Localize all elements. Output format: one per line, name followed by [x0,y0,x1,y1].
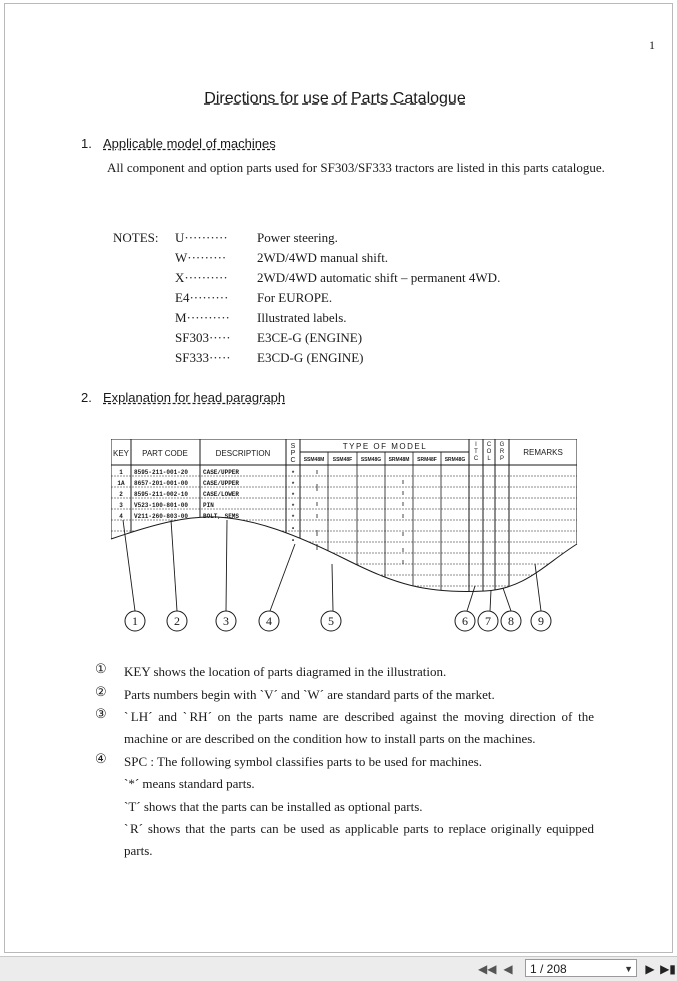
header-description: DESCRIPTION [215,449,271,458]
row-desc: PIN [203,502,214,509]
row-spc: * [291,492,295,499]
row-desc: CASE/UPPER [203,480,240,487]
section-2-title: Explanation for head paragraph [103,390,286,405]
note-desc: 2WD/4WD manual shift. [257,250,389,265]
section-2-number: 2. [81,390,92,405]
chevron-down-icon: ▼ [624,964,633,974]
model-col: SRM48G [444,457,466,463]
note-desc: Illustrated labels. [257,310,347,325]
callout-label: 3 [223,614,229,628]
explanation-marker: ③ [95,706,107,721]
page-selector[interactable] [525,959,637,977]
explanation-marker: ④ [95,751,107,766]
row-spc: * [291,514,295,521]
svg-text:L: L [487,456,491,462]
torn-edge [111,517,577,592]
header-col [487,442,492,462]
svg-text:•: • [291,538,295,544]
callout-label: 4 [266,614,272,628]
header-itc [474,442,479,462]
callout-label: 8 [508,614,514,628]
row-key: 4 [119,513,123,520]
svg-text:•: • [291,526,295,532]
header-grp [500,442,505,462]
svg-text:T: T [474,449,478,455]
section-1-title: Applicable model of machines [103,136,276,151]
row-code: 8595-211-001-20 [134,469,189,476]
next-page-button[interactable]: ▶ [645,962,655,976]
explanation-marker: ① [95,661,107,676]
callout-label: 9 [538,614,544,628]
svg-text:C: C [290,457,296,464]
note-code: SF303····· [175,330,231,345]
notes-label: NOTES: [113,230,159,245]
svg-text:C: C [486,442,492,448]
section-1-body: All component and option parts used for SF303/SF333 tractors are listed in this parts catalogue. [107,160,605,175]
document-page [4,3,673,953]
row-desc: BOLT, SEMS [203,513,240,520]
model-col: SSM48G [360,457,382,463]
model-col: SSM48F [332,457,353,463]
explanation-text: ˋR´ shows that the parts can be used as applicable parts to replace originally equipped parts. [124,821,594,858]
row-spc: * [291,503,295,510]
row-key: 3 [119,502,123,509]
explanation-text: KEY shows the location of parts diagramed in the illustration. [124,664,447,679]
model-col: SSM48M [303,457,325,463]
svg-text:O: O [486,449,492,455]
model-col: SRM48F [417,457,437,463]
callout-label: 7 [485,614,491,628]
svg-text:S: S [290,443,296,450]
svg-text:P: P [290,450,296,457]
first-page-button[interactable]: ◀◀ [478,962,497,976]
callout-label: 2 [174,614,180,628]
svg-text:R: R [499,449,505,455]
header-remarks: REMARKS [523,448,563,457]
explanation-marker: ② [95,684,107,699]
svg-text:C: C [473,456,479,462]
row-code: V211-260-803-00 [134,513,189,520]
head-paragraph-diagram [5,4,674,644]
note-code: W········· [175,250,227,265]
header-part-code: PART CODE [142,449,188,458]
row-code: 8657-201-001-00 [134,480,189,487]
explanation-text: Parts numbers begin with ˋV´ and ˋW´ are standard parts of the market. [124,687,495,702]
svg-text:I: I [475,442,477,448]
header-spc [290,443,295,464]
callout-label: 1 [132,614,138,628]
note-desc: E3CD-G (ENGINE) [257,350,364,365]
section-1-number: 1. [81,136,92,151]
note-code: U·········· [175,230,228,245]
last-page-button[interactable]: ▶▮ [660,962,676,976]
note-desc: E3CE-G (ENGINE) [257,330,363,345]
callout-label: 6 [462,614,468,628]
leader-lines [123,520,541,611]
row-key: 1 [119,469,123,476]
header-type-of-model: TYPE OF MODEL [342,442,428,451]
note-code: E4········· [175,290,229,305]
explanation-text: ˋT´ shows that the parts can be installed as optional parts. [124,799,423,814]
svg-text:G: G [499,442,505,448]
note-desc: 2WD/4WD automatic shift – permanent 4WD. [257,270,501,285]
explanation-text: ˋ*´ means standard parts. [124,776,255,791]
model-col: SRM48M [388,457,410,463]
viewer-toolbar [0,956,677,981]
row-key: 1A [117,480,125,487]
page-indicator: 1 / 208 [530,962,567,976]
svg-text:P: P [499,456,505,462]
note-desc: Power steering. [257,230,338,245]
explanation-text: SPC : The following symbol classifies parts to be used for machines. [124,754,482,769]
row-code: V523-100-801-00 [134,502,189,509]
callout-label: 5 [328,614,334,628]
document-title: Directions for use of Parts Catalogue [204,90,466,107]
explanation-text: ˋLH´ and ˋRH´ on the parts name are described against the moving direction of the machine or are described on the condition how to install parts on the machines. [124,709,594,746]
page-number: 1 [649,38,655,52]
row-spc: * [291,481,295,488]
row-desc: CASE/UPPER [203,469,240,476]
row-code: 8595-211-002-10 [134,491,189,498]
previous-page-button[interactable]: ◀ [503,962,513,976]
note-code: X·········· [175,270,228,285]
row-key: 2 [119,491,123,498]
header-key: KEY [112,449,130,458]
note-code: M·········· [175,310,230,325]
row-spc: * [291,470,295,477]
row-desc: CASE/LOWER [203,491,240,498]
model-ticks [317,470,403,564]
note-code: SF333····· [175,350,231,365]
note-desc: For EUROPE. [257,290,333,305]
